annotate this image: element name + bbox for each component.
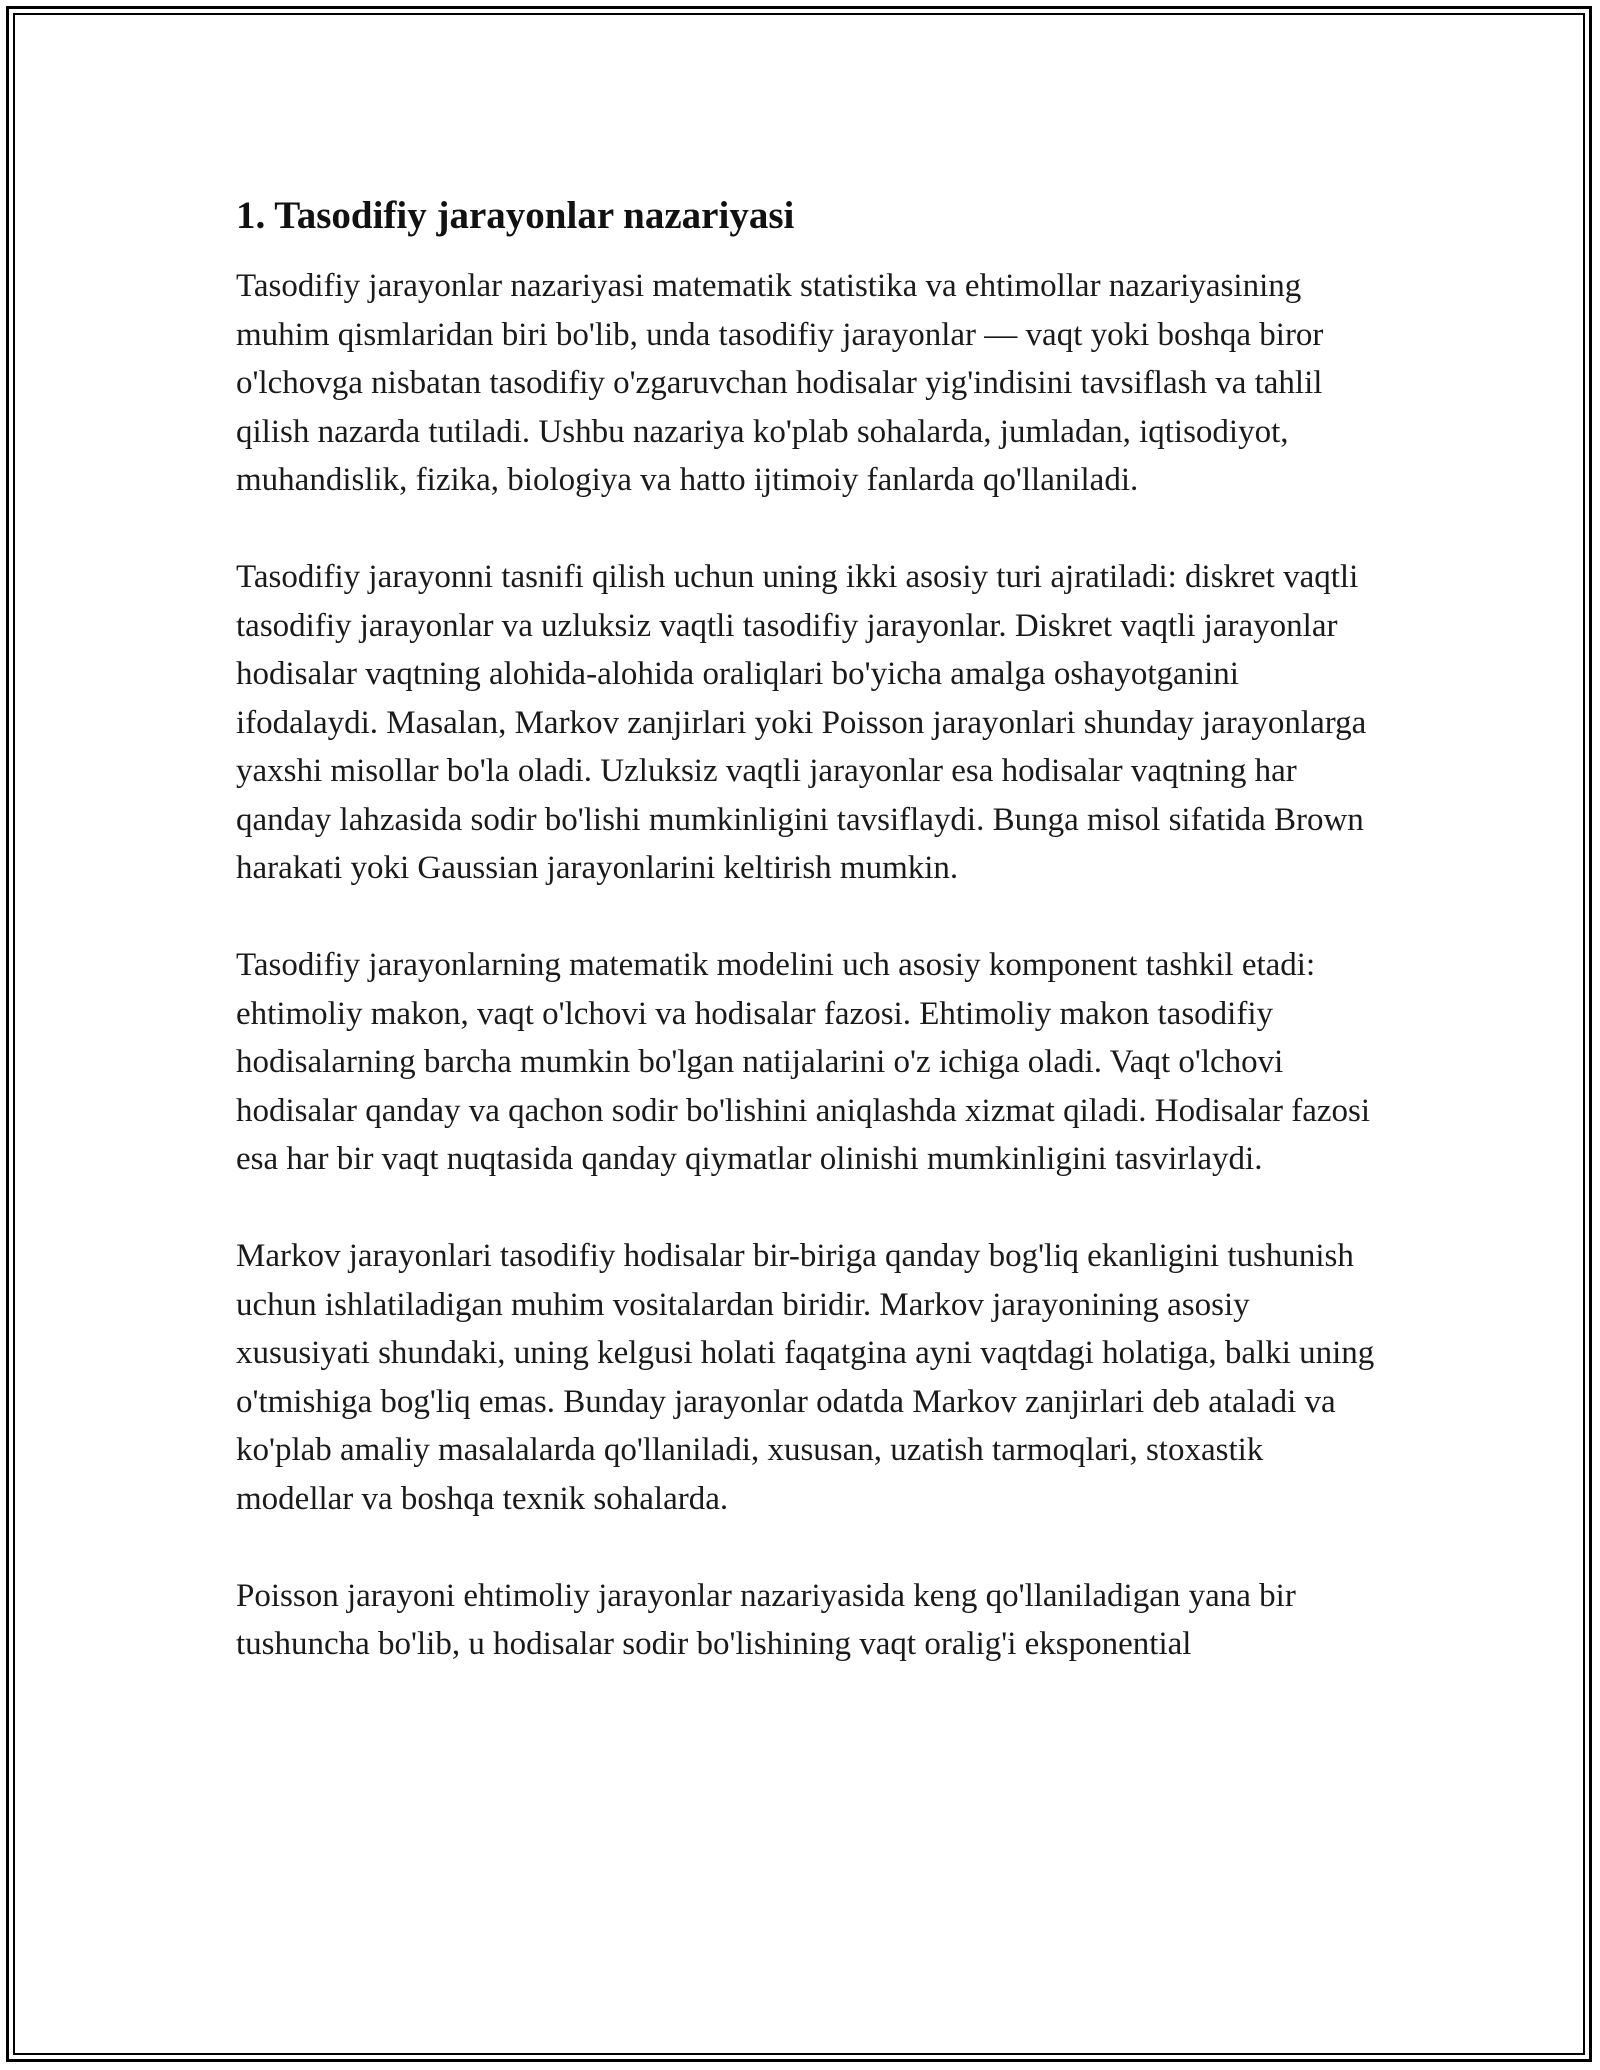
paragraph-2: Tasodifiy jarayonni tasnifi qilish uchun uning ikki asosiy turi ajratiladi: diskret vaqtli tasodifiy jarayonlar va uzluksiz vaqtli tasodifiy jarayonlar. Diskret vaqtli jarayonlar hodisalar vaqtning alohida-alohida oraliqlari bo'yicha amalga oshayotganini ifodalaydi. Masalan, Markov zanjirlari yoki Poisson jarayonlari shunday jarayonlarga yaxshi misollar bo'la oladi. Uzluksiz vaqtli jarayonlar esa hodisalar vaqtning har qanday lahzasida sodir bo'lishi mumkinligini tavsiflaydi. Bunga misol sifatida Brown harakati yoki Gaussian jarayonlarini keltirish mumkin. xyxy=(236,559,1367,886)
paragraph-4: Markov jarayonlari tasodifiy hodisalar bir-biriga qanday bog'liq ekanligini tushunish uchun ishlatiladigan muhim vositalardan biridir. Markov jarayonining asosiy xususiyati shundaki, uning kelgusi holati faqatgina ayni vaqtdagi holatiga, balki uning o'tmishiga bog'liq emas. Bunday jarayonlar odatda Markov zanjirlari deb ataladi va ko'plab amaliy masalalarda qo'llaniladi, xususan, uzatish tarmoqlari, stoxastik modellar va boshqa texnik sohalarda. xyxy=(236,1238,1375,1517)
section-heading: 1. Tasodifiy jarayonlar nazariyasi xyxy=(236,194,795,237)
paragraph-1: Tasodifiy jarayonlar nazariyasi matematik statistika va ehtimollar nazariyasining muhim qismlaridan biri bo'lib, unda tasodifiy jarayonlar — vaqt yoki boshqa biror o'lchovga nisbatan tasodifiy o'zgaruvchan hodisalar yig'indisini tavsiflash va tahlil qilish nazarda tutiladi. Ushbu nazariya ko'plab sohalarda, jumladan, iqtisodiyot, muhandislik, fizika, biologiya va hatto ijtimoiy fanlarda qo'llaniladi. xyxy=(236,268,1324,498)
document-body xyxy=(236,180,1376,1669)
paragraph-5: Poisson jarayoni ehtimoliy jarayonlar nazariyasida keng qo'llaniladigan yana bir tushuncha bo'lib, u hodisalar sodir bo'lishining vaqt oralig'i eksponential xyxy=(236,1577,1296,1662)
paragraph-3: Tasodifiy jarayonlarning matematik modelini uch asosiy komponent tashkil etadi: ehtimoliy makon, vaqt o'lchovi va hodisalar fazosi. Ehtimoliy makon tasodifiy hodisalarning barcha mumkin bo'lgan natijalarini o'z ichiga oladi. Vaqt o'lchovi hodisalar qanday va qachon sodir bo'lishini aniqlashda xizmat qiladi. Hodisalar fazosi esa har bir vaqt nuqtasida qanday qiymatlar olinishi mumkinligini tasvirlaydi. xyxy=(236,947,1371,1177)
